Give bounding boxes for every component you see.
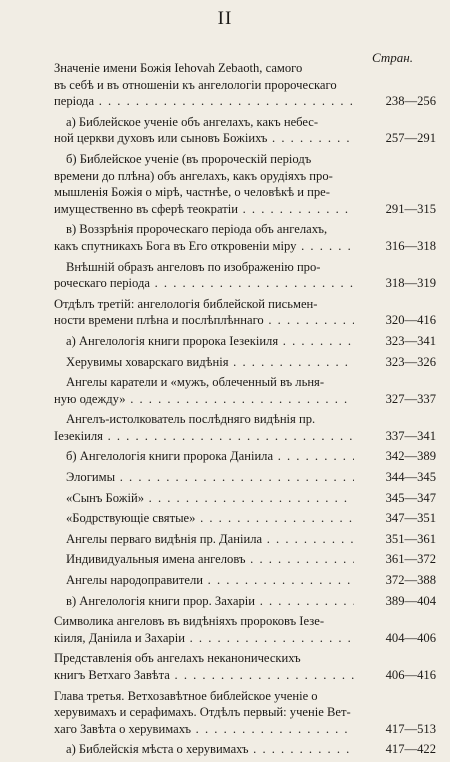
toc-entry-line: Ангелы народоправители . . . [54,572,354,589]
toc-entry-line: Отдѣлъ третій: ангелологія библейской письмен- [54,296,318,311]
toc-entry-line: времени до плѣна) объ ангелахъ, какъ орудіяхъ про- [54,168,333,183]
toc-entry [54,374,436,407]
toc-entry-line: б) Библейское ученіе (въ пророческій періодъ [66,151,312,166]
toc-entry-pages: 406—416 [383,667,436,684]
toc-entry-title [54,572,354,589]
toc-entry-title [54,490,354,507]
toc-entry [54,114,436,147]
toc-entry [54,490,436,507]
toc-entry [54,411,436,444]
toc-entry [54,60,436,110]
toc-entry-pages: 344—345 [383,469,436,486]
toc-entry-title [54,114,354,147]
toc-entry-title [54,688,354,738]
toc-entry-title [54,221,354,254]
toc-entry [54,221,436,254]
toc-entry-pages: 345—347 [383,490,436,507]
toc-entry-pages: 404—406 [383,630,436,647]
toc-entry-line: «Бодрствующіе святые» . . . [54,510,354,527]
toc-entry-title [54,469,354,486]
toc-entry [54,688,436,738]
toc-entry-pages: 389—404 [383,593,436,610]
toc-entry-pages: 323—326 [383,354,436,371]
toc-entry [54,551,436,568]
toc-entry-line: а) Ангелологія книги пророка Іезекіиля . . . [54,333,354,350]
toc-entry-title [54,374,354,407]
toc-entry-line: Ангелы каратели и «мужъ, облеченный въ льня- [66,375,325,390]
toc-entry-line: ной церкви духовъ или сыновъ Божіихъ . . . [54,130,354,147]
toc-entry-line: в) Ангелологія книги прор. Захаріи . . . [54,593,354,610]
toc-entry-line: въ себѣ и въ отношеніи къ ангелологіи пророческаго [54,77,337,92]
toc-entry-line: Ангелы перваго видѣнія пр. Даніила . . . [54,531,354,548]
toc-entry-line: ную одежду» . . . [54,391,354,408]
toc-entry-pages: 372—388 [383,572,436,589]
toc-entry [54,354,436,371]
toc-entry [54,593,436,610]
table-of-contents [54,60,436,762]
toc-entry-pages: 320—416 [383,312,436,329]
toc-entry-line: херувимахъ и серафимахъ. Отдѣлъ первый: ученіе Вет- [54,705,351,720]
toc-entry-line: Херувимы ховарскаго видѣнія . . . [54,354,354,371]
toc-entry-pages: 342—389 [383,448,436,465]
toc-entry [54,572,436,589]
toc-entry [54,510,436,527]
toc-entry-pages: 337—341 [383,428,436,445]
toc-entry [54,259,436,292]
toc-entry-pages: 351—361 [383,531,436,548]
toc-entry-title [54,296,354,329]
toc-entry-pages: 361—372 [383,551,436,568]
toc-entry [54,469,436,486]
toc-entry-line: Представленія объ ангелахъ неканоническихъ [54,651,301,666]
toc-entry-line: какъ спутникахъ Бога въ Его откровеніи міру . . . [54,238,354,255]
toc-entry-title [54,531,354,548]
toc-entry-line: роческаго періода . . . [54,275,354,292]
toc-entry-title [54,411,354,444]
toc-entry-line: Индивидуальныя имена ангеловъ . . . [54,551,354,568]
toc-entry-title [54,259,354,292]
toc-entry-line: Символика ангеловъ въ видѣніяхъ пророковъ Іезе- [54,614,325,629]
toc-entry [54,741,436,758]
toc-entry-title [54,741,354,758]
toc-entry-pages: 316—318 [383,238,436,255]
toc-entry-line: б) Ангелологія книги пророка Даніила . . . [54,448,354,465]
page-number: II [217,8,233,29]
toc-entry [54,151,436,217]
toc-entry-pages: 417—422 [383,741,436,758]
page-column-label: Стран. [372,50,413,65]
toc-entry-pages: 318—319 [383,275,436,292]
toc-entry-title [54,593,354,610]
toc-entry-pages: 417—513 [383,721,436,738]
toc-entry-pages: 257—291 [383,130,436,147]
toc-entry [54,650,436,683]
toc-entry [54,448,436,465]
toc-entry-line: Внѣшній образъ ангеловъ по изображенію про- [66,259,321,274]
toc-entry-line: Значеніе имени Божія Iehovah Zebaoth, самого [54,61,303,75]
toc-entry-title [54,613,354,646]
toc-entry-line: «Сынъ Божій» . . . [54,490,354,507]
toc-entry-line: а) Библейское ученіе объ ангелахъ, какъ небес- [66,114,319,129]
toc-entry-line: кіиля, Даніила и Захаріи . . . [54,630,354,647]
toc-entry-pages: 291—315 [383,201,436,218]
toc-entry-title [54,60,354,110]
toc-entry-title [54,354,354,371]
toc-entry-line: в) Воззрѣнія пророческаго періода объ ангелахъ, [66,222,328,237]
toc-entry-line: Глава третья. Ветхозавѣтное библейское ученіе о [54,688,318,703]
toc-entry-title [54,650,354,683]
toc-entry [54,296,436,329]
toc-entry-pages: 323—341 [383,333,436,350]
toc-entry-line: ности времени плѣна и послѣплѣннаго . . . [54,312,354,329]
toc-entry-title [54,551,354,568]
toc-entry-line: періода . . . [54,93,354,110]
toc-entry-line: а) Библейскія мѣста о херувимахъ . . . [54,741,354,758]
toc-entry-line: мышленія Божія о мірѣ, частнѣе, о человѣкѣ и пре- [54,185,330,200]
toc-entry-line: Іезекіиля . . . [54,428,354,445]
toc-entry [54,531,436,548]
toc-entry-line: Элогимы . . . [54,469,354,486]
toc-entry-line: Ангелъ-истолкователь послѣдняго видѣнія пр. [66,412,316,427]
toc-entry-pages: 347—351 [383,510,436,527]
toc-entry-title [54,333,354,350]
toc-entry-pages: 238—256 [383,93,436,110]
toc-entry-title [54,510,354,527]
toc-entry [54,333,436,350]
toc-entry-line: хаго Завѣта о херувимахъ . . . [54,721,354,738]
toc-entry [54,613,436,646]
toc-entry-title [54,151,354,217]
toc-entry-title [54,448,354,465]
toc-entry-line: книгъ Ветхаго Завѣта . . . [54,667,354,684]
toc-entry-pages: 327—337 [383,391,436,408]
toc-entry-line: имущественно въ сферѣ теократіи . . . [54,201,354,218]
